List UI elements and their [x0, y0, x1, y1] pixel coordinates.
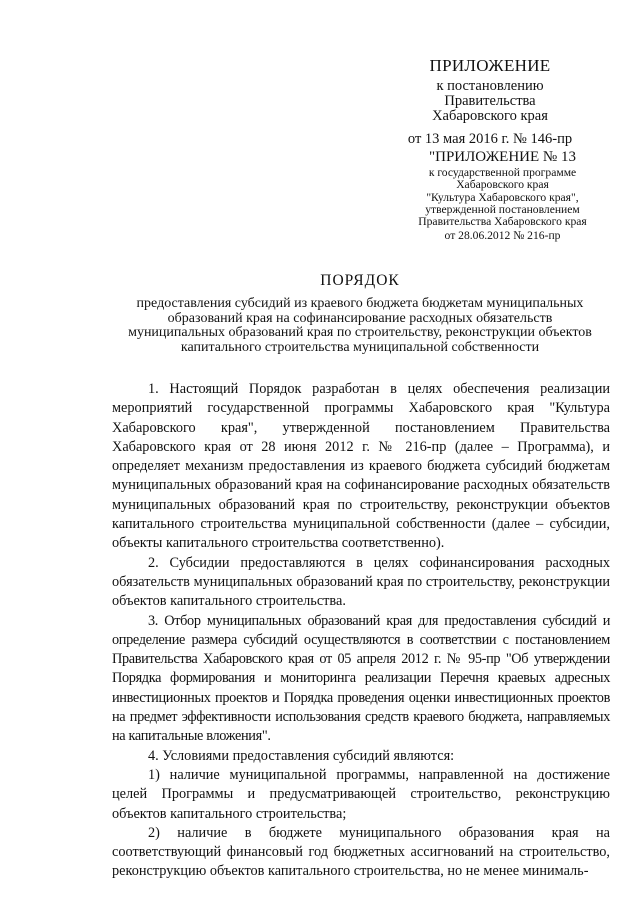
document-title: ПОРЯДОК [320, 272, 400, 289]
inner-appendix-line: утвержденной постановлением [425, 202, 580, 216]
inner-appendix-line: Правительства Хабаровского края [418, 215, 587, 229]
appendix-header [380, 57, 600, 147]
appendix-line: Хабаровского края [432, 108, 548, 125]
appendix-title: ПРИЛОЖЕНИЕ [429, 56, 551, 75]
inner-appendix-line: "Культура Хабаровского края", [426, 190, 579, 204]
inner-appendix-date: от 28.06.2012 № 216-пр [444, 228, 561, 242]
subtitle-line: капитального строительства муниципальной собственности [180, 339, 540, 355]
subtitle-line: муниципальных образований края по строительству, реконструкции объектов [128, 325, 592, 341]
paragraph-4: 4. Условиями предоставления субсидий являются: [148, 747, 455, 764]
inner-appendix-line: Хабаровского края [456, 178, 549, 192]
inner-appendix-line: к государственной программе [428, 165, 577, 179]
paragraph-2: 2. Субсидии предоставляются в целях софинансирования расходных обязательств муниципальных образований края по строительству, реконструкции объектов капитального строительства. [112, 554, 610, 610]
appendix-line: к постановлению [436, 77, 544, 94]
inner-appendix-header [395, 150, 610, 242]
paragraph-4-item-1: 1) наличие муниципальной программы, направленной на достижение целей Программы и предусматривающей строительство, реконструкцию объектов капитального строительства; [112, 766, 610, 822]
paragraph-1: 1. Настоящий Порядок разработан в целях обеспечения реализации мероприятий государственной программы Хабаровского края "Культура Хабаровского края", утвержденной постановлением Правительства Хабаровского края от 28 июня 2012 г. № 216-пр (далее – Программа), и определяет механизм предоставления из краевого бюджета субсидий бюджетам муниципальных образований края на софинансирование расходных обязательств муниципальных образований края по строительству, реконструкции объектов капитального строительства муниципальной собственности (далее – субсидии, объекты капитального строительства соответственно). [112, 381, 610, 552]
paragraph-3: 3. Отбор муниципальных образований края для предоставления субсидий и определение размера субсидий осуществляются в соответствии с постановлением Правительства Хабаровского края от 05 апреля 2012 г. № 95-пр "Об утверждении Порядка формирования и мониторинга реализации Перечня краевых адресных инвестиционных проектов и Порядка проведения оценки инвестиционных проектов на предмет эффективности использования средств краевого бюджета, направляемых на капитальные вложения". [112, 612, 610, 745]
subtitle-line: предоставления субсидий из краевого бюджета бюджетам муниципальных [136, 296, 584, 311]
document-body [112, 380, 610, 882]
appendix-line: Правительства [444, 93, 536, 110]
appendix-date: от 13 мая 2016 г. № 146-пр [407, 130, 573, 147]
document-subtitle [100, 297, 620, 355]
paragraph-4-item-2: 2) наличие в бюджете муниципального образования края на соответствующий финансовый год бюджетных ассигнований на строительство, реконструкцию объектов капитального строительства, но не менее минималь- [112, 824, 610, 880]
subtitle-line: образований края на софинансирование расходных обязательств [167, 310, 553, 326]
inner-appendix-title: "ПРИЛОЖЕНИЕ № 13 [428, 149, 576, 165]
